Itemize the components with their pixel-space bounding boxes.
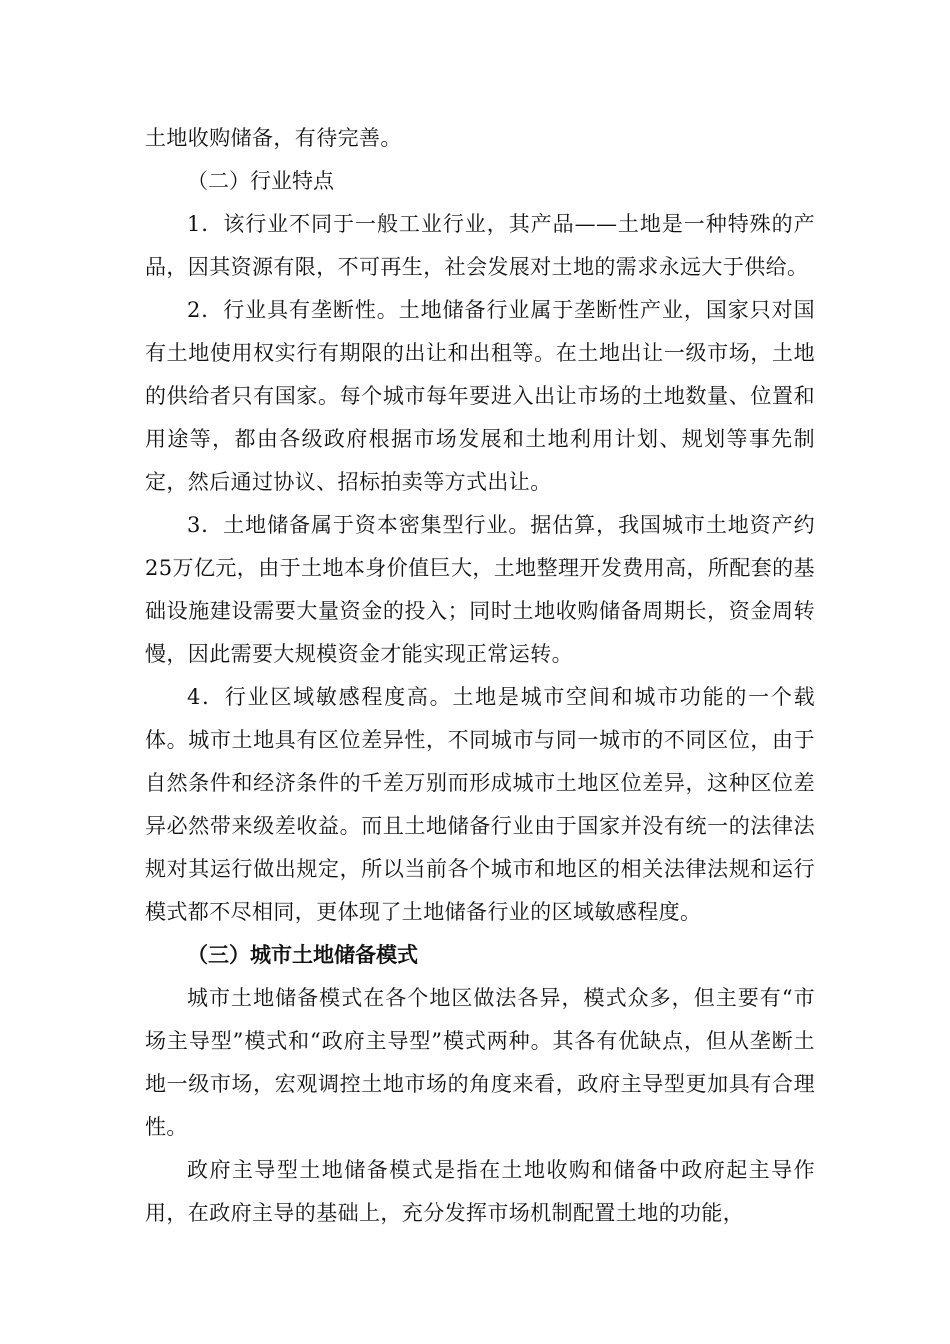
paragraph-government-led-model: 政府主导型土地储备模式是指在土地收购和储备中政府起主导作用，在政府主导的基础上，充分发挥市场机制配置土地的功能， [145,1158,815,1225]
paragraph-point-3: 3．土地储备属于资本密集型行业。据估算，我国城市土地资产约25万亿元，由于土地本身价值巨大，土地整理开发费用高，所配套的基础设施建设需要大量资金的投入；同时土地收购储备周期长，资金周转慢，因此需要大规模资金才能实现正常运转。 [145,513,815,666]
paragraph-point-4: 4．行业区域敏感程度高。土地是城市空间和城市功能的一个载体。城市土地具有区位差异性，不同城市与同一城市的不同区位，由于自然条件和经济条件的千差万别而形成城市土地区位差异，这种区位差异必然带来级差收益。而且土地储备行业由于国家并没有统一的法律法规对其运行做出规定，所以当前各个城市和地区的相关法律法规和运行模式都不尽相同，更体现了土地储备行业的区域敏感程度。 [145,685,815,924]
section-heading-reserve-models: （三）城市土地储备模式 [187,943,418,967]
paragraph-models-overview: 城市土地储备模式在各个地区做法各异，模式众多，但主要有“市场主导型”模式和“政府主导型”模式两种。其各有优缺点，但从垄断土地一级市场，宏观调控土地市场的角度来看，政府主导型更加具有合理性。 [145,986,815,1139]
paragraph-point-2: 2．行业具有垄断性。土地储备行业属于垄断性产业，国家只对国有土地使用权实行有期限的出让和出租等。在土地出让一级市场，土地的供给者只有国家。每个城市每年要进入出让市场的土地数量、位置和用途等，都由各级政府根据市场发展和土地利用计划、规划等事先制定，然后通过协议、招标拍卖等方式出让。 [145,298,815,494]
document-page [145,117,815,1235]
section-heading-industry-features: （二）行业特点 [187,169,334,193]
paragraph-continuation: 土地收购储备，有待完善。 [145,126,402,150]
paragraph-point-1: 1．该行业不同于一般工业行业，其产品——土地是一种特殊的产品，因其资源有限，不可再生，社会发展对土地的需求永远大于供给。 [145,212,815,279]
